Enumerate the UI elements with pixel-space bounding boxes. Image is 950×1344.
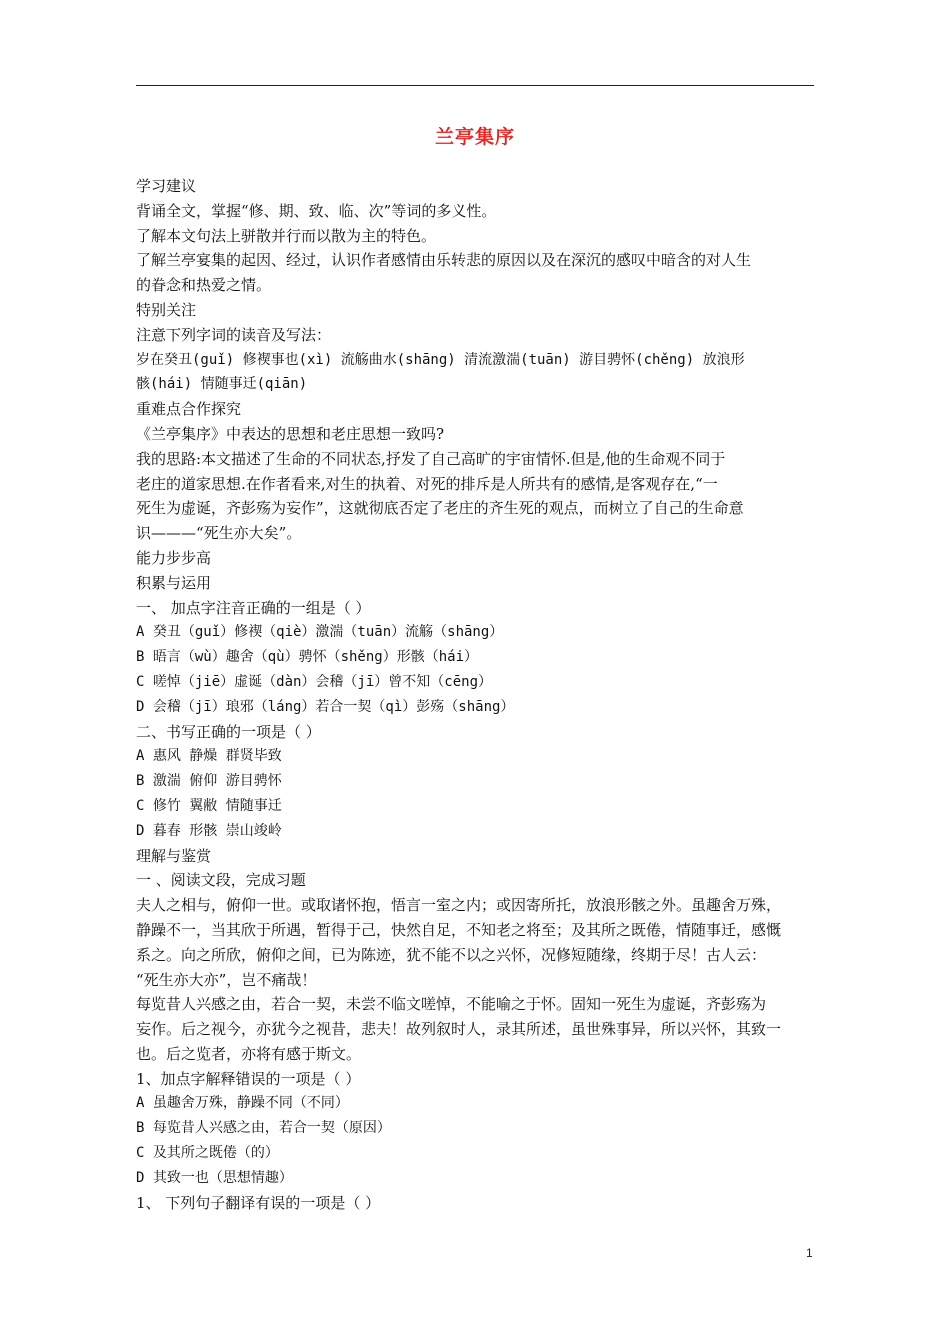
page-number: 1	[806, 1246, 813, 1260]
option-line: A 癸丑（guǐ）修禊（qiè）激湍（tuān）流觞（shāng）	[136, 624, 504, 641]
section-heading: 积累与运用	[136, 573, 212, 592]
question-line: 1、 下列句子翻译有误的一项是（ ）	[136, 1193, 381, 1212]
passage-line: 夫人之相与，俯仰一世。或取诸怀抱，悟言一室之内；或因寄所托，放浪形骸之外。虽趣舍万殊，	[136, 896, 782, 915]
text-line: 背诵全文，掌握“修、期、致、临、次”等词的多义性。	[136, 201, 497, 220]
passage-line: 也。后之览者，亦将有感于斯文。	[136, 1044, 362, 1063]
option-line: C 修竹 翼敝 情随事迁	[136, 797, 282, 814]
option-line: C 嗟悼（jiē）虚诞（dàn）会稽（jī）曾不知（cēng）	[136, 673, 493, 690]
text-line: 注意下列字词的读音及写法：	[136, 325, 332, 344]
page-title: 兰亭集序	[434, 126, 515, 148]
text-line: 的眷念和热爱之情。	[136, 276, 272, 295]
text-line: 了解兰亭宴集的起因、经过，认识作者感情由乐转悲的原因以及在深沉的感叹中暗含的对人生	[136, 251, 752, 270]
text-line: 识———“死生亦大矣”。	[136, 524, 302, 543]
section-heading: 重难点合作探究	[136, 400, 242, 419]
option-line: D 其致一也（思想情趣）	[136, 1169, 293, 1186]
passage-line: 每览昔人兴感之由，若合一契，未尝不临文嗟悼，不能喻之于怀。固知一死生为虚诞，齐彭殇为	[136, 995, 767, 1014]
option-line: B 晤言（wù）趣舍（qù）骋怀（shěng）形骸（hái）	[136, 649, 479, 666]
question-line: 一、 加点字注音正确的一组是（ ）	[136, 598, 371, 617]
text-line: 我的思路:本文描述了生命的不同状态,抒发了自己高旷的宇宙情怀.但是,他的生命观不同于	[136, 449, 726, 468]
section-heading: 能力步步高	[136, 548, 212, 567]
option-line: A 虽趣舍万殊，静躁不同（不同）	[136, 1095, 349, 1112]
document-body	[136, 174, 816, 1215]
passage-line: 妄作。后之视今，亦犹今之视昔，悲夫！故列叙时人，录其所述，虽世殊事异，所以兴怀，其致一	[136, 1020, 782, 1039]
option-line: A 惠风 静燥 群贤毕致	[136, 748, 282, 765]
question-line: 二、书写正确的一项是（ ）	[136, 722, 321, 741]
text-line: 老庄的道家思想.在作者看来,对生的执着、对死的排斥是人所共有的感情,是客观存在,“一	[136, 474, 718, 493]
option-line: B 每览昔人兴感之由，若合一契（原因）	[136, 1120, 391, 1137]
section-heading: 学习建议	[136, 177, 197, 195]
text-line: 死生为虚诞，齐彭殇为妄作”，这就彻底否定了老庄的齐生死的观点，而树立了自己的生命意	[136, 499, 744, 518]
text-line: 《兰亭集序》中表达的思想和老庄思想一致吗?	[136, 424, 445, 443]
option-line: D 会稽（jī）琅邪（láng）若合一契（qì）彭殇（shāng）	[136, 698, 515, 715]
option-line: B 激湍 俯仰 游目骋怀	[136, 773, 282, 790]
question-line: 一 、阅读文段，完成习题	[136, 871, 306, 890]
option-line: C 及其所之既倦（的）	[136, 1145, 279, 1162]
section-heading: 特别关注	[136, 300, 197, 319]
passage-line: 静躁不一，当其欣于所遇，暂得于己，快然自足，不知老之将至；及其所之既倦，情随事迁，感慨	[136, 920, 782, 939]
header-rule	[136, 85, 814, 86]
passage-line: 系之。向之所欣，俯仰之间，已为陈迹，犹不能不以之兴怀，况修短随缘，终期于尽！古人云：	[136, 945, 767, 964]
pronunciation-line: 岁在癸丑(guǐ) 修褉事也(xì) 流觞曲水(shāng) 清流激湍(tuān) 游目骋怀(chěng) 放浪形	[136, 351, 745, 368]
section-heading: 理解与鉴赏	[136, 846, 212, 865]
passage-line: “死生亦大亦”，岂不痛哉！	[136, 970, 317, 989]
text-line: 了解本文句法上骈散并行而以散为主的特色。	[136, 226, 437, 245]
pronunciation-line: 骸(hái) 情随事迁(qiān)	[136, 376, 308, 393]
option-line: D 暮春 形骸 崇山竣岭	[136, 822, 282, 839]
question-line: 1、加点字解释错误的一项是（ ）	[136, 1069, 361, 1088]
